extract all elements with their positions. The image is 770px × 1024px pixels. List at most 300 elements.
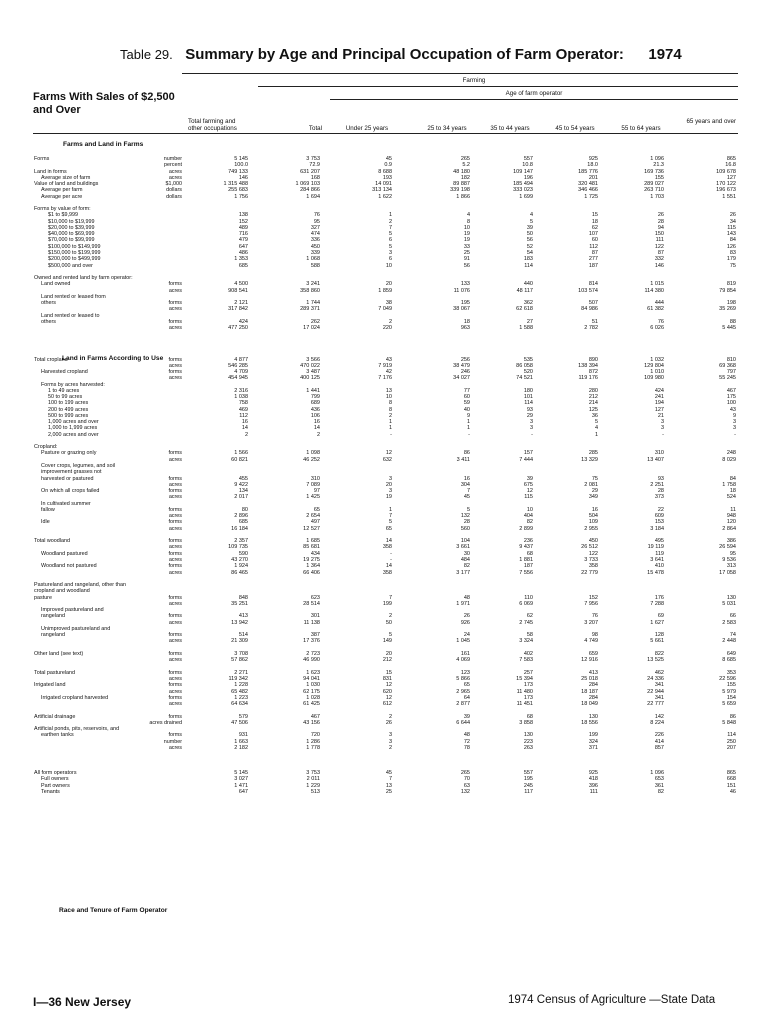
table-cell: 926	[460, 619, 470, 626]
table-cell: 89 887	[453, 181, 470, 188]
row-label-text: others	[41, 318, 56, 325]
table-cell: 76	[313, 212, 320, 219]
section-race-tenure: Race and Tenure of Farm Operator	[59, 907, 168, 914]
table-cell: 26 594	[719, 544, 736, 551]
table-cell: 155	[726, 682, 736, 689]
table-cell: 3	[388, 732, 392, 739]
table-cell: 1 758	[722, 481, 736, 488]
table-cell: 590	[238, 550, 248, 557]
row-unit: acres	[168, 676, 182, 683]
table-cell: 402	[523, 650, 533, 657]
table-cell: 265	[460, 770, 470, 777]
table-cell: 497	[310, 519, 320, 526]
table-cell: 1 881	[519, 557, 533, 563]
table-cell: 18.0	[587, 162, 598, 169]
table-cell: 84 986	[581, 306, 598, 313]
table-cell: 546 285	[228, 362, 248, 369]
row-label-text: 1,000 acres and over	[48, 419, 99, 426]
table-cell: 632	[382, 456, 392, 463]
table-cell: 3	[388, 738, 392, 745]
table-cell: 48 180	[453, 168, 470, 175]
row-unit: acres	[168, 544, 182, 551]
table-cell: 182	[460, 174, 470, 181]
table-cell: 7 919	[378, 362, 392, 369]
table-cell: 4 709	[234, 369, 248, 376]
table-cell: 15 394	[516, 676, 533, 683]
row-label-text: earthen tanks	[41, 732, 74, 739]
table-cell: 822	[654, 650, 664, 657]
table-cell: 470 022	[300, 362, 320, 369]
header-65-over: 65 years and over	[686, 118, 736, 125]
table-cell: 12	[385, 682, 392, 689]
table-cell: 5 145	[234, 156, 248, 162]
table-cell: 132	[460, 788, 470, 795]
row-label-text: 500 to 999 acres	[48, 412, 89, 419]
table-cell: 130	[726, 594, 736, 601]
row-unit: forms	[168, 538, 182, 545]
table-cell: 758	[238, 400, 248, 407]
table-cell: 22 944	[647, 688, 664, 695]
table-cell: 469	[238, 406, 248, 413]
table-cell: 387	[310, 632, 320, 639]
table-cell: 848	[238, 594, 248, 601]
table-cell: 579	[238, 713, 248, 720]
table-cell: 119	[655, 550, 664, 557]
table-cell: 6 026	[650, 325, 664, 332]
table-cell: 1 286	[306, 738, 320, 745]
table-cell: 1 663	[234, 738, 248, 745]
table-cell: 91	[463, 256, 470, 263]
table-cell: 3	[529, 425, 533, 432]
row-unit: forms	[168, 281, 182, 288]
table-cell: 248	[726, 450, 736, 457]
row-unit: forms	[168, 732, 182, 739]
table-cell: 46 252	[303, 456, 320, 463]
table-cell: 22 779	[581, 569, 598, 576]
row-unit: acres	[168, 174, 182, 181]
table-cell: 20	[385, 281, 392, 288]
table-cell: 5	[388, 632, 392, 639]
table-cell: 40	[463, 406, 470, 413]
table-cell: 173	[523, 682, 533, 689]
table-cell: 87	[657, 249, 664, 256]
table-cell: -	[390, 550, 392, 557]
table-cell: 82	[526, 519, 533, 526]
table-cell: 79 854	[719, 287, 736, 294]
table-cell: 749 133	[228, 168, 248, 175]
table-cell: 109 980	[644, 375, 664, 382]
table-cell: 467	[726, 387, 736, 394]
table-cell: 72.9	[309, 162, 320, 169]
row-unit: $1,000	[165, 181, 182, 188]
table-cell: 1 038	[234, 394, 248, 401]
farming-rule	[258, 86, 738, 87]
table-cell: 1 364	[306, 563, 320, 570]
table-cell: 24 336	[647, 676, 664, 683]
table-cell: 8	[466, 218, 470, 225]
table-cell: 467	[310, 713, 320, 720]
table-cell: 313	[726, 563, 736, 570]
table-cell: 193	[382, 174, 392, 181]
table-cell: 9	[732, 412, 736, 419]
table-cell: 1 756	[234, 193, 248, 200]
table-cell: 371	[588, 744, 598, 751]
table-cell: 1 045	[456, 638, 470, 645]
table-cell: 908 541	[228, 287, 248, 294]
row-label-text: Pasture or grazing only	[41, 450, 97, 457]
table-cell: 195	[523, 776, 533, 783]
table-cell: 1 685	[306, 538, 320, 545]
table-cell: 7	[388, 513, 392, 520]
table-cell: 404	[523, 513, 533, 520]
table-cell: 3 184	[650, 525, 664, 532]
table-cell: 2 357	[234, 538, 248, 545]
table-cell: 173	[523, 694, 533, 701]
table-cell: 14 091	[375, 181, 392, 188]
table-cell: 198	[726, 300, 736, 307]
table-cell: 2	[388, 613, 392, 620]
table-cell: 109 678	[716, 168, 736, 175]
row-unit: forms	[168, 594, 182, 601]
table-cell: 55 245	[719, 375, 736, 382]
table-cell: 2 864	[722, 525, 736, 532]
table-cell: 48	[463, 594, 470, 601]
table-cell: 2 583	[722, 619, 736, 626]
row-unit: acres	[168, 600, 182, 607]
table-cell: 43	[385, 356, 392, 363]
table-cell: 3 411	[456, 456, 470, 463]
table-cell: 185 494	[513, 181, 533, 188]
table-cell: 207	[726, 744, 736, 751]
table-cell: 284	[588, 682, 598, 689]
table-cell: 2 965	[456, 688, 470, 695]
row-unit: forms	[168, 563, 182, 570]
table-cell: 5	[388, 231, 392, 238]
table-cell: 2 316	[234, 387, 248, 394]
table-cell: 675	[523, 481, 533, 488]
table-cell: 304	[460, 481, 470, 488]
table-cell: 48 117	[516, 287, 533, 294]
table-cell: 11 138	[303, 619, 320, 626]
table-cell: 474	[310, 231, 320, 238]
table-cell: 5	[594, 419, 598, 426]
table-cell: 100.0	[234, 162, 248, 169]
table-cell: 45	[385, 156, 392, 162]
table-cell: 263	[523, 744, 533, 751]
table-cell: 11 480	[516, 688, 533, 695]
table-cell: 65	[385, 525, 392, 532]
table-cell: 1 622	[378, 193, 392, 200]
table-cell: 424	[238, 318, 248, 325]
table-cell: 12	[385, 450, 392, 457]
table-cell: 400 125	[300, 375, 320, 382]
row-label-text: Artificial ponds, pits, reservoirs, and	[34, 726, 120, 733]
table-cell: 109	[588, 519, 598, 526]
table-cell: 5	[388, 243, 392, 250]
table-cell: 716	[238, 231, 248, 238]
table-cell: 3 241	[306, 281, 320, 288]
table-cell: 39	[463, 713, 470, 720]
table-cell: 26	[385, 719, 392, 726]
table-cell: 386	[726, 538, 736, 545]
table-cell: 29	[591, 488, 598, 495]
table-cell: 43	[729, 406, 736, 413]
table-cell: 127	[654, 406, 664, 413]
table-cell: 310	[310, 475, 320, 482]
table-cell: 14	[385, 538, 392, 545]
table-cell: 111	[655, 237, 664, 244]
table-cell: 513	[310, 788, 320, 795]
table-cell: 245	[523, 782, 533, 789]
table-cell: 339 198	[450, 187, 470, 194]
table-cell: 7 288	[650, 600, 664, 607]
table-cell: -	[734, 431, 736, 438]
table-cell: 68	[526, 550, 533, 557]
row-label-text: Owned and rented land by farm operator:	[34, 275, 133, 282]
table-cell: 104	[460, 538, 470, 545]
table-cell: 5 979	[722, 688, 736, 695]
table-cell: 88	[729, 318, 736, 325]
row-label-text: Irrigated land	[34, 682, 66, 689]
table-cell: 56	[526, 237, 533, 244]
table-cell: 507	[588, 300, 598, 307]
table-cell: 349	[588, 494, 598, 501]
table-cell: 3	[529, 419, 533, 426]
table-cell: 9 437	[519, 544, 533, 551]
row-unit: forms	[168, 650, 182, 657]
table-cell: 2	[388, 744, 392, 751]
row-label-text: Forms	[34, 156, 50, 162]
table-cell: 814	[588, 281, 598, 288]
table-cell: 80	[241, 506, 248, 513]
table-cell: 8 685	[722, 657, 736, 664]
row-unit: acres	[168, 513, 182, 520]
table-cell: 68	[526, 713, 533, 720]
table-cell: 107	[588, 231, 598, 238]
table-cell: 358	[382, 544, 392, 551]
table-cell: 1 015	[650, 281, 664, 288]
table-cell: 115	[524, 494, 533, 501]
table-cell: 358	[588, 563, 598, 570]
table-cell: 7 556	[519, 569, 533, 576]
table-cell: 29	[526, 412, 533, 419]
table-cell: 2 017	[234, 494, 248, 501]
table-cell: 120	[726, 519, 736, 526]
row-label-text: Cropland:	[34, 444, 58, 451]
table-cell: 11 076	[453, 287, 470, 294]
table-cell: 4	[594, 425, 598, 432]
table-cell: 57 862	[231, 657, 248, 664]
table-cell: 93	[657, 475, 664, 482]
table-cell: 22	[657, 506, 664, 513]
row-label-text: Total woodland	[34, 538, 70, 545]
table-cell: 226	[654, 732, 664, 739]
table-cell: 361	[654, 782, 664, 789]
table-cell: 26 512	[581, 544, 598, 551]
row-unit: percent	[164, 162, 182, 169]
table-cell: 396	[588, 782, 598, 789]
table-cell: 649	[726, 650, 736, 657]
table-cell: 97	[313, 488, 320, 495]
table-cell: 95	[729, 550, 736, 557]
table-cell: 1 924	[234, 563, 248, 570]
table-cell: 4 069	[456, 657, 470, 664]
table-cell: 22 596	[719, 676, 736, 683]
table-cell: 39	[526, 475, 533, 482]
table-cell: 444	[654, 300, 664, 307]
table-cell: 1 566	[234, 450, 248, 457]
table-cell: 339	[310, 249, 320, 256]
table-cell: 86 058	[516, 362, 533, 369]
row-unit: number	[163, 156, 182, 162]
table-cell: 2 271	[234, 669, 248, 676]
table-cell: 13 525	[647, 657, 664, 664]
table-cell: 623	[310, 594, 320, 601]
row-unit: acres	[168, 362, 182, 369]
table-cell: 1 551	[722, 193, 736, 200]
table-cell: 18	[463, 318, 470, 325]
table-cell: 1 229	[306, 782, 320, 789]
column-all-occupations	[196, 156, 248, 795]
table-cell: 17 024	[303, 325, 320, 332]
table-cell: 111	[589, 788, 598, 795]
table-cell: 187	[588, 262, 598, 269]
row-unit: dollars	[166, 187, 182, 194]
table-cell: 26	[463, 613, 470, 620]
table-cell: 8 688	[378, 168, 392, 175]
row-label-text: In cultivated summer	[41, 500, 91, 507]
table-cell: 114	[727, 732, 736, 739]
table-cell: 3 661	[456, 544, 470, 551]
table-cell: 109 147	[513, 168, 533, 175]
table-cell: 72	[463, 738, 470, 745]
table-cell: 5 661	[650, 638, 664, 645]
table-cell: 7	[388, 594, 392, 601]
table-cell: 557	[523, 156, 533, 162]
table-cell: 183	[523, 256, 533, 263]
table-number: Table 29.	[120, 47, 173, 62]
table-cell: 520	[523, 369, 533, 376]
row-label-text: $70,000 to $99,999	[48, 237, 95, 244]
row-unit: forms	[168, 318, 182, 325]
table-cell: 373	[654, 494, 664, 501]
row-unit: acres	[168, 657, 182, 664]
table-cell: 2 899	[519, 525, 533, 532]
page-title	[120, 46, 682, 64]
row-label-text: Forms by value of form:	[34, 206, 91, 213]
row-labels	[34, 156, 182, 795]
table-cell: 60 821	[231, 456, 248, 463]
table-cell: 8	[388, 400, 392, 407]
table-cell: 257	[523, 669, 533, 676]
table-cell: 301	[310, 613, 320, 620]
table-cell: 317 842	[228, 306, 248, 313]
table-cell: 336	[310, 237, 320, 244]
table-cell: 61 425	[303, 701, 320, 708]
header-all-occupations: Total farming and other occupations	[188, 118, 237, 132]
row-label-text: Land in forms	[34, 168, 67, 175]
row-unit: forms	[168, 694, 182, 701]
table-cell: 284 866	[300, 187, 320, 194]
row-label-text: Other land (see text)	[34, 650, 84, 657]
table-cell: 1 096	[650, 156, 664, 162]
farms-subtitle: Farms With Sales of $2,500 and Over	[33, 91, 175, 116]
table-cell: 1 866	[456, 193, 470, 200]
table-cell: 2	[388, 218, 392, 225]
table-cell: 154	[726, 694, 736, 701]
table-cell: 25 018	[581, 676, 598, 683]
table-cell: 143	[726, 231, 736, 238]
table-cell: 7 444	[519, 456, 533, 463]
table-cell: 1 971	[456, 600, 470, 607]
table-cell: 3 733	[584, 557, 598, 563]
table-cell: 33	[463, 243, 470, 250]
table-cell: 170 122	[716, 181, 736, 188]
table-cell: 557	[523, 770, 533, 777]
table-cell: 16	[241, 419, 248, 426]
table-cell: 1 030	[306, 682, 320, 689]
table-cell: 3 858	[519, 719, 533, 726]
row-label-text: $200,000 to $499,999	[48, 256, 101, 263]
table-cell: 925	[588, 770, 598, 777]
table-cell: 341	[654, 682, 664, 689]
table-cell: 1 859	[378, 287, 392, 294]
table-cell: 2 448	[722, 638, 736, 645]
row-label-text: Average per farm	[41, 187, 83, 194]
table-cell: 333 023	[513, 187, 533, 194]
table-cell: 75	[729, 262, 736, 269]
table-cell: 19	[463, 231, 470, 238]
table-cell: 138 394	[578, 362, 598, 369]
table-cell: 10	[385, 262, 392, 269]
table-cell: 86	[729, 713, 736, 720]
row-unit: acres	[168, 701, 182, 708]
table-cell: 61 382	[647, 306, 664, 313]
row-label-text: 2,000 acres and over	[48, 431, 99, 438]
table-cell: 179	[726, 256, 736, 263]
table-cell: 685	[238, 262, 248, 269]
row-label-text: rangeland	[41, 613, 65, 620]
table-cell: 45	[463, 494, 470, 501]
table-cell: 161	[460, 650, 470, 657]
table-cell: 341	[654, 694, 664, 701]
table-cell: 2 182	[234, 744, 248, 751]
table-cell: 27	[526, 318, 533, 325]
table-cell: 13 407	[647, 456, 664, 463]
table-cell: 2	[388, 412, 392, 419]
table-cell: 4 877	[234, 356, 248, 363]
table-cell: 7 956	[584, 600, 598, 607]
table-cell: 1	[594, 431, 598, 438]
table-cell: 504	[588, 513, 598, 520]
table-cell: 59	[463, 400, 470, 407]
row-label-text: $1 to $9,999	[48, 212, 78, 219]
row-label-text: pasture	[34, 594, 52, 601]
table-cell: 101	[523, 394, 533, 401]
table-cell: 424	[654, 387, 664, 394]
table-cell: 19	[463, 237, 470, 244]
header-25-34: 25 to 34 years	[427, 125, 467, 132]
row-label-text: $40,000 to $69,999	[48, 231, 95, 238]
table-cell: 8	[388, 406, 392, 413]
row-label-text: Full owners	[41, 776, 69, 783]
table-cell: 353	[726, 669, 736, 676]
table-cell: 362	[523, 300, 533, 307]
header-farming: Farming	[462, 77, 486, 84]
table-cell: 831	[382, 676, 392, 683]
table-cell: 62 618	[516, 306, 533, 313]
table-cell: 129 804	[644, 362, 664, 369]
